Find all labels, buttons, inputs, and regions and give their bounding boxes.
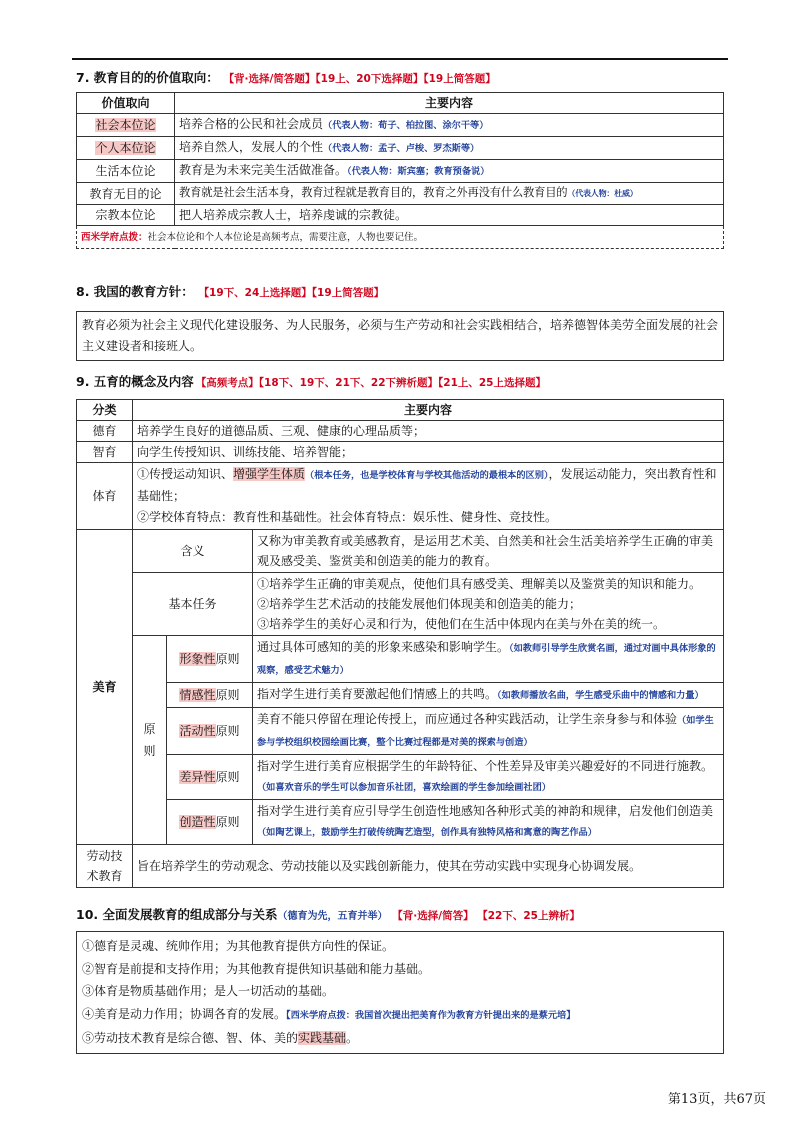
table-row: 活动性原则 美育不能只停留在理论传授上，而应通过各种实践活动，让学生亲身参与和体验（如学生参与学校组织校园绘画比赛，整个比赛过程都是对美的探索与创造） — [77, 708, 724, 755]
table-row: 创造性原则 指对学生进行美育应引导学生创造性地感知各种形式美的神韵和规律，启发他们创造美（如陶艺课上，鼓励学生打破传统陶艺造型，创作具有独特风格和寓意的陶艺作品） — [77, 800, 724, 845]
table-row: 教育无目的论 教育就是社会生活本身，教育过程就是教育目的，教育之外再没有什么教育目的（代表人物：杜威） — [77, 183, 724, 205]
table-row: 宗教本位论 把人培养成宗教人士，培养虔诚的宗教徒。 — [77, 205, 724, 226]
table-row: 美育 含义 又称为审美教育或美感教育，是运用艺术美、自然美和社会生活美培养学生正确的审美观及感受美、鉴赏美和创造美的能力的教育。 — [77, 530, 724, 573]
table-row: 个人本位论 培养自然人，发展人的个性（代表人物：孟子、卢梭、罗杰斯等） — [77, 137, 724, 160]
table-row: 社会本位论 培养合格的公民和社会成员（代表人物：荀子、柏拉图、涂尔干等） — [77, 114, 724, 137]
sec8-title: 8. 我国的教育方针： 【19下、24上选择题】【19上简答题】 — [76, 284, 385, 299]
value-orientation-table: 价值取向 主要内容 社会本位论 培养合格的公民和社会成员（代表人物：荀子、柏拉图、涂尔干等） 个人本位论 培养自然人，发展人的个性（代表人物：孟子、卢梭、罗杰斯等） 生活本位论 教育是为未来完美生活做准备。（代表人物：斯宾塞；教育预备说） 教育无目的论 教育就是社会生活本身，教育过程就是教育目的，教育之外再没有什么教育目的（代表人物：杜威） 宗教本位论 把人培养成宗教人士，培养虔诚的宗教徒。 西米学府点拨：社会本位论和个人本位论是高频考点，需要注意，人物也要记住。 — [76, 92, 724, 249]
sec10-tags: 【背·选择/简答】 【22下、25上辨析】 — [397, 910, 580, 922]
sec9-title: 9. 五育的概念及内容 【高频考点】【18下、19下、21下、22下辨析题】【21上、25上选择题】 — [76, 374, 546, 389]
sec10-title: 10. 全面发展教育的组成部分与关系（德育为先，五育并举） 【背·选择/简答】 【22下、25上辨析】 — [76, 907, 580, 922]
table-row: 劳动技术教育 旨在培养学生的劳动观念、劳动技能以及实践创新能力，使其在劳动实践中实现身心协调发展。 — [77, 845, 724, 888]
education-policy-box: 教育必须为社会主义现代化建设服务、为人民服务，必须与生产劳动和社会实践相结合，培养德智体美劳全面发展的社会主义建设者和接班人。 — [76, 311, 724, 361]
sec8-tags: 【19下、24上选择题】【19上简答题】 — [203, 287, 385, 299]
five-education-table: 分类 主要内容 德育 培养学生良好的道德品质、三观、健康的心理品质等； 智育 向学生传授知识、训练技能、培养智能； 体育 ①传授运动知识、增强学生体质（根本任务，也是学校体育与学校其他活动的最根本的区别），发展运动能力，突出教育性和基础性； ②学校体育特点：教育性和基础性。社会体育特点：娱乐性、健身性、竞技性。 美育 含义 又称为审美教育或美感教育，是运用艺术美、自然美和社会生活美培养学生正确的审美观及感受美、鉴赏美和创造美的能力的教育。 基本任务 ①培养学生正确的审美观点，使他们具有感受美、理解美以及鉴赏美的知识和能力。 ②培养学生艺术活动的技能发展他们体现美和创造美的能力； ③培养学生的美好心灵和行为，使他们在生活中体现内在美与外在美的统一。 原则 形象性原则 通过具体可感知的美的形象来感染和影响学生。（如教师引导学生欣赏名画，通过对画中具体形象的观察，感受艺术魅力） 情感性原则 指对学生进行美育要激起他们情感上的共鸣。（如教师播放名曲，学生感受乐曲中的情感和力量） 活动性原则 美育不能只停留在理论传授上，而应通过各种实践活动，让学生亲身参与和体验（如学生参与学校组织校园绘画比赛，整个比赛过程都是对美的探索与创造） 差异性原则 指对学生进行美育应根据学生的年龄特征、个性差异及审美兴趣爱好的不同进行施教。（如喜欢音乐的学生可以参加音乐社团，喜欢绘画的学生参加绘画社团） 创造性原则 指对学生进行美育应引导学生创造性地感知各种形式美的神韵和规律，启发他们创造美（如陶艺课上，鼓励学生打破传统陶艺造型，创作具有独特风格和寓意的陶艺作品） 劳动技术教育 旨在培养学生的劳动观念、劳动技能以及实践创新能力，使其在劳动实践中实现身心协调发展。 — [76, 399, 724, 888]
table-row: 原则 形象性原则 通过具体可感知的美的形象来感染和影响学生。（如教师引导学生欣赏名画，通过对画中具体形象的观察，感受艺术魅力） — [77, 636, 724, 683]
sec7-title: 7. 教育目的的价值取向： 【背·选择/简答题】【19上、20下选择题】【19上简答题】 — [76, 70, 496, 85]
relation-box: ①德育是灵魂、统帅作用；为其他教育提供方向性的保证。 ②智育是前提和支持作用；为其他教育提供知识基础和能力基础。 ③体育是物质基础作用；是人一切活动的基础。 ④美育是动力作用；协调各育的发展。【西米学府点拨：我国首次提出把美育作为教育方针提出来的是蔡元培】 ⑤劳动技术教育是综合德、智、体、美的实践基础。 — [76, 931, 724, 1054]
table-row: 情感性原则 指对学生进行美育要激起他们情感上的共鸣。（如教师播放名曲，学生感受乐曲中的情感和力量） — [77, 683, 724, 708]
table-row: 德育 培养学生良好的道德品质、三观、健康的心理品质等； — [77, 421, 724, 442]
table-row: 体育 ①传授运动知识、增强学生体质（根本任务，也是学校体育与学校其他活动的最根本的区别），发展运动能力，突出教育性和基础性； ②学校体育特点：教育性和基础性。社会体育特点：娱乐性、健身性、竞技性。 — [77, 463, 724, 530]
table-row: 智育 向学生传授知识、训练技能、培养智能； — [77, 442, 724, 463]
table-row: 生活本位论 教育是为未来完美生活做准备。（代表人物：斯宾塞；教育预备说） — [77, 160, 724, 183]
table-row: 基本任务 ①培养学生正确的审美观点，使他们具有感受美、理解美以及鉴赏美的知识和能力。 ②培养学生艺术活动的技能发展他们体现美和创造美的能力； ③培养学生的美好心灵和行为，使他们在生活中体现内在美与外在美的统一。 — [77, 573, 724, 636]
sec7-tags: 【背·选择/简答题】【19上、20下选择题】【19上简答题】 — [228, 73, 496, 85]
table-row: 差异性原则 指对学生进行美育应根据学生的年龄特征、个性差异及审美兴趣爱好的不同进行施教。（如喜欢音乐的学生可以参加音乐社团，喜欢绘画的学生参加绘画社团） — [77, 755, 724, 800]
sec9-tags: 【高频考点】【18下、19下、21下、22下辨析题】【21上、25上选择题】 — [195, 377, 546, 389]
tip-row: 西米学府点拨：社会本位论和个人本位论是高频考点，需要注意，人物也要记住。 — [77, 226, 724, 249]
header-rule — [72, 58, 728, 60]
page-number: 第13页，共67页 — [667, 1092, 766, 1107]
